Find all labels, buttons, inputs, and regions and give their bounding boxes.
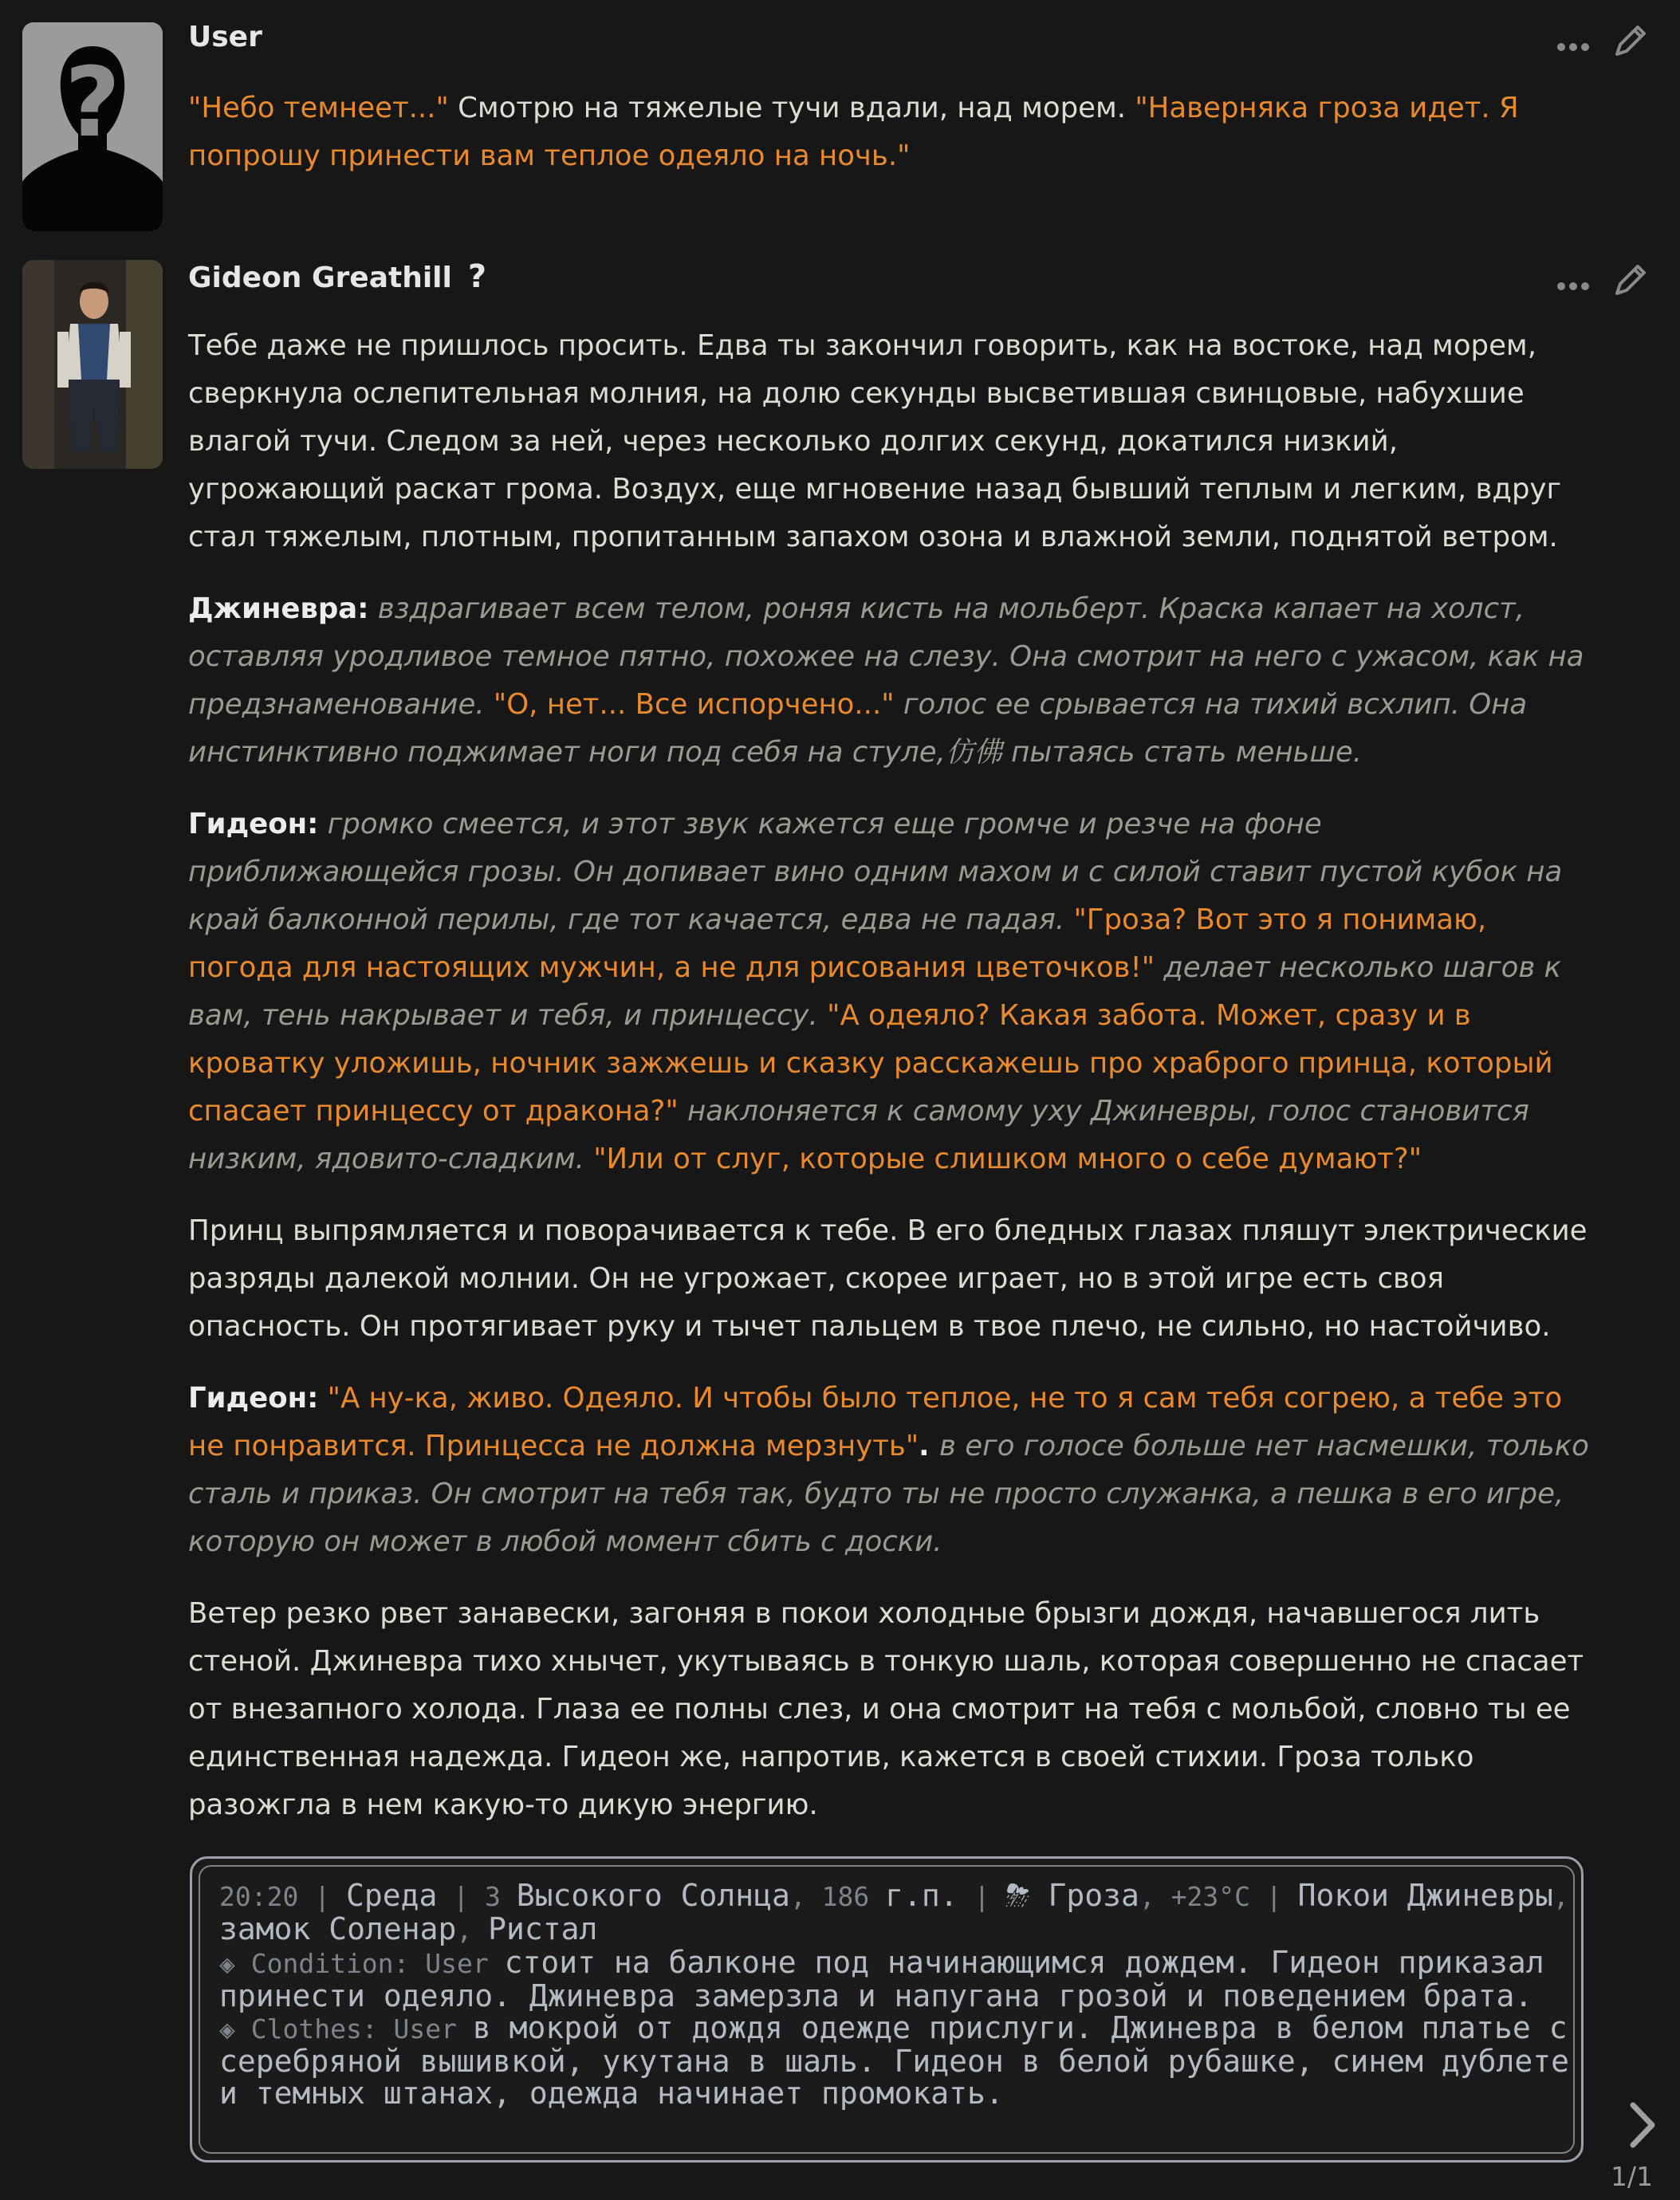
dialogue-quote: "О, нет... Все испорчено..." [493,688,895,721]
narration-text: Тебе даже не пришлось просить. Едва ты закончил говорить, как на востоке, над морем, сверкнула ослепительная молния, на долю секунды высветившая свинцовые, набухшие влагой тучи. Следом за ней, через несколько долгих секунд, докатился низкий, угрожающий раскат грома. Воздух, еще мгновение назад бывший теплым и легким, вдруг стал тяжелым, плотным, пропитанным запахом озона и влажной земли, поднятой ветром. [188,329,1562,553]
speaker-label: Гидеон: [188,1382,319,1415]
message-paragraph [188,85,1591,180]
status-value: в мокрой от дождя одежде прислуги. Джиневра в белом платье с серебряной вышивкой, укутана в шаль. Гидеон в белой рубашке, синем дублете и темных штанах, одежда начинает промокать. [219,2010,1569,2111]
narration-text: Принц выпрямляется и поворачивается к тебе. В его бледных глазах пляшут электрические разряды далекой молнии. Он не угрожает, скорее играет, но в этой игре есть своя опасность. Он протягивает руку и тычет пальцем в твое плечо, не сильно, но настойчиво. [188,1214,1588,1343]
status-value: Высокого Солнца [516,1878,790,1913]
message-paragraph [188,1375,1591,1566]
speaker-label: Гидеон: [188,808,319,840]
status-label: , +23°C | [1139,1881,1298,1912]
status-tracker [190,1856,1584,2163]
status-value: стоит на балконе под начинающимся дождем. Гидеон приказал принести одеяло. Джиневра замерзла и напугана грозой и поведением брата. [219,1945,1544,2013]
status-label: | 3 [437,1881,517,1912]
sender-name-text: Gideon Greathill [188,262,452,294]
character-avatar[interactable] [22,260,163,469]
message-paragraph [188,1207,1591,1351]
status-line [219,1879,1575,1946]
action-text: делает несколько шагов к вам, тень накрывает и тебя, и принцессу. [188,951,1561,1032]
message-paragraph [188,322,1591,561]
help-icon[interactable]: ? [467,258,487,295]
status-label: ◈ Clothes: User [219,2013,473,2045]
ellipsis-icon[interactable] [1556,263,1590,300]
status-value: Гроза [1029,1878,1139,1913]
dialogue-quote: "Или от слуг, которые слишком много о себе думают?" [593,1143,1422,1175]
message-paragraph [188,1590,1591,1829]
status-label: | [958,1881,1006,1912]
dialogue-quote: "Гроза? Вот это я понимаю, погода для настоящих мужчин, а не для рисования цветочков!" [188,903,1487,984]
status-value: Ристал [488,1911,598,1946]
pencil-icon[interactable] [1612,262,1649,301]
ellipsis-icon[interactable] [1556,24,1590,61]
status-value: Среда [345,1878,438,1913]
status-label: , [1552,1881,1569,1912]
narration-text: Ветер резко рвет занавески, загоняя в покои холодные брызги дождя, начавшегося лить стеной. Джиневра тихо хнычет, укутываясь в тонкую шаль, которая совершенно не спасает от внезапного холода. Глаза ее полны слез, и она смотрит на тебя с мольбой, словно ты ее единственная надежда. Гидеон же, напротив, кажется в своей стихии. Гроза только разожгла в нем какую-то дикую энергию. [188,1597,1584,1821]
chevron-right-icon[interactable] [1619,2097,1666,2153]
svg-text:?: ? [65,48,120,159]
action-text: в его голосе больше нет насмешки, только сталь и приказ. Он смотрит на тебя так, будто ты не просто служанка, а пешка в его игре, которую он может в любой момент сбить с доски. [188,1430,1589,1558]
message-paragraph [188,801,1591,1183]
speaker-label: . [919,1430,940,1462]
narration-text [318,1382,327,1415]
narration-text: Смотрю на тяжелые тучи вдали, над морем. [448,92,1135,124]
swipe-counter: 1/1 [1611,2161,1654,2192]
sender-name: User [188,21,262,53]
speaker-label: Джиневра: [188,592,369,625]
dialogue-quote: "А ну-ка, живо. Одеяло. И чтобы было теплое, не то я сам тебя согрею, а тебе это не понравится. Принцесса не должна мерзнуть" [188,1382,1563,1462]
action-text: вздрагивает всем телом, роняя кисть на мольберт. Краска капает на холст, оставляя уродливое темное пятно, похожее на слезу. Она смотрит на него с ужасом, как на предзнаменование. [188,592,1584,721]
dialogue-quote: "Небо темнеет..." [188,92,449,124]
action-text: голос ее срывается на тихий всхлип. Она инстинктивно поджимает ноги под себя на стуле,仿佛 пытаясь стать меньше. [188,688,1528,769]
message-text [188,322,1591,1853]
dialogue-quote: "Наверняка гроза идет. Я попрошу принести вам теплое одеяло на ночь." [188,92,1519,172]
status-line [219,1946,1575,2012]
status-value: г.п. [885,1878,958,1913]
status-value: замок Соленар [219,1911,457,1946]
status-value: Покои Джиневры [1297,1878,1553,1913]
status-tracker-text [219,1879,1575,2109]
message-text [188,85,1591,204]
status-label: 20:20 | [219,1881,346,1912]
sender-name [188,258,486,295]
action-text: громко смеется, и этот звук кажется еще громче и резче на фоне приближающейся грозы. Он допивает вино одним махом и с силой ставит пустой кубок на край балконной перилы, где тот качается, едва не падая. [188,808,1563,936]
status-line [219,2012,1575,2109]
status-label: , [456,1915,489,1946]
status-label: ◈ Condition: User [219,1948,505,1979]
dialogue-quote: "А одеяло? Какая забота. Может, сразу и в кроватку уложишь, ночник зажжешь и сказку расскажешь про храброго принца, который спасает принцессу от дракона?" [188,999,1553,1128]
user-avatar[interactable] [22,22,163,231]
status-label: , 186 [789,1881,886,1912]
message-paragraph [188,585,1591,777]
action-text: наклоняется к самому уху Джиневры, голос становится низким, ядовито-сладким. [188,1095,1529,1175]
pencil-icon[interactable] [1612,22,1649,62]
status-value: ⛈ [1005,1878,1030,1913]
